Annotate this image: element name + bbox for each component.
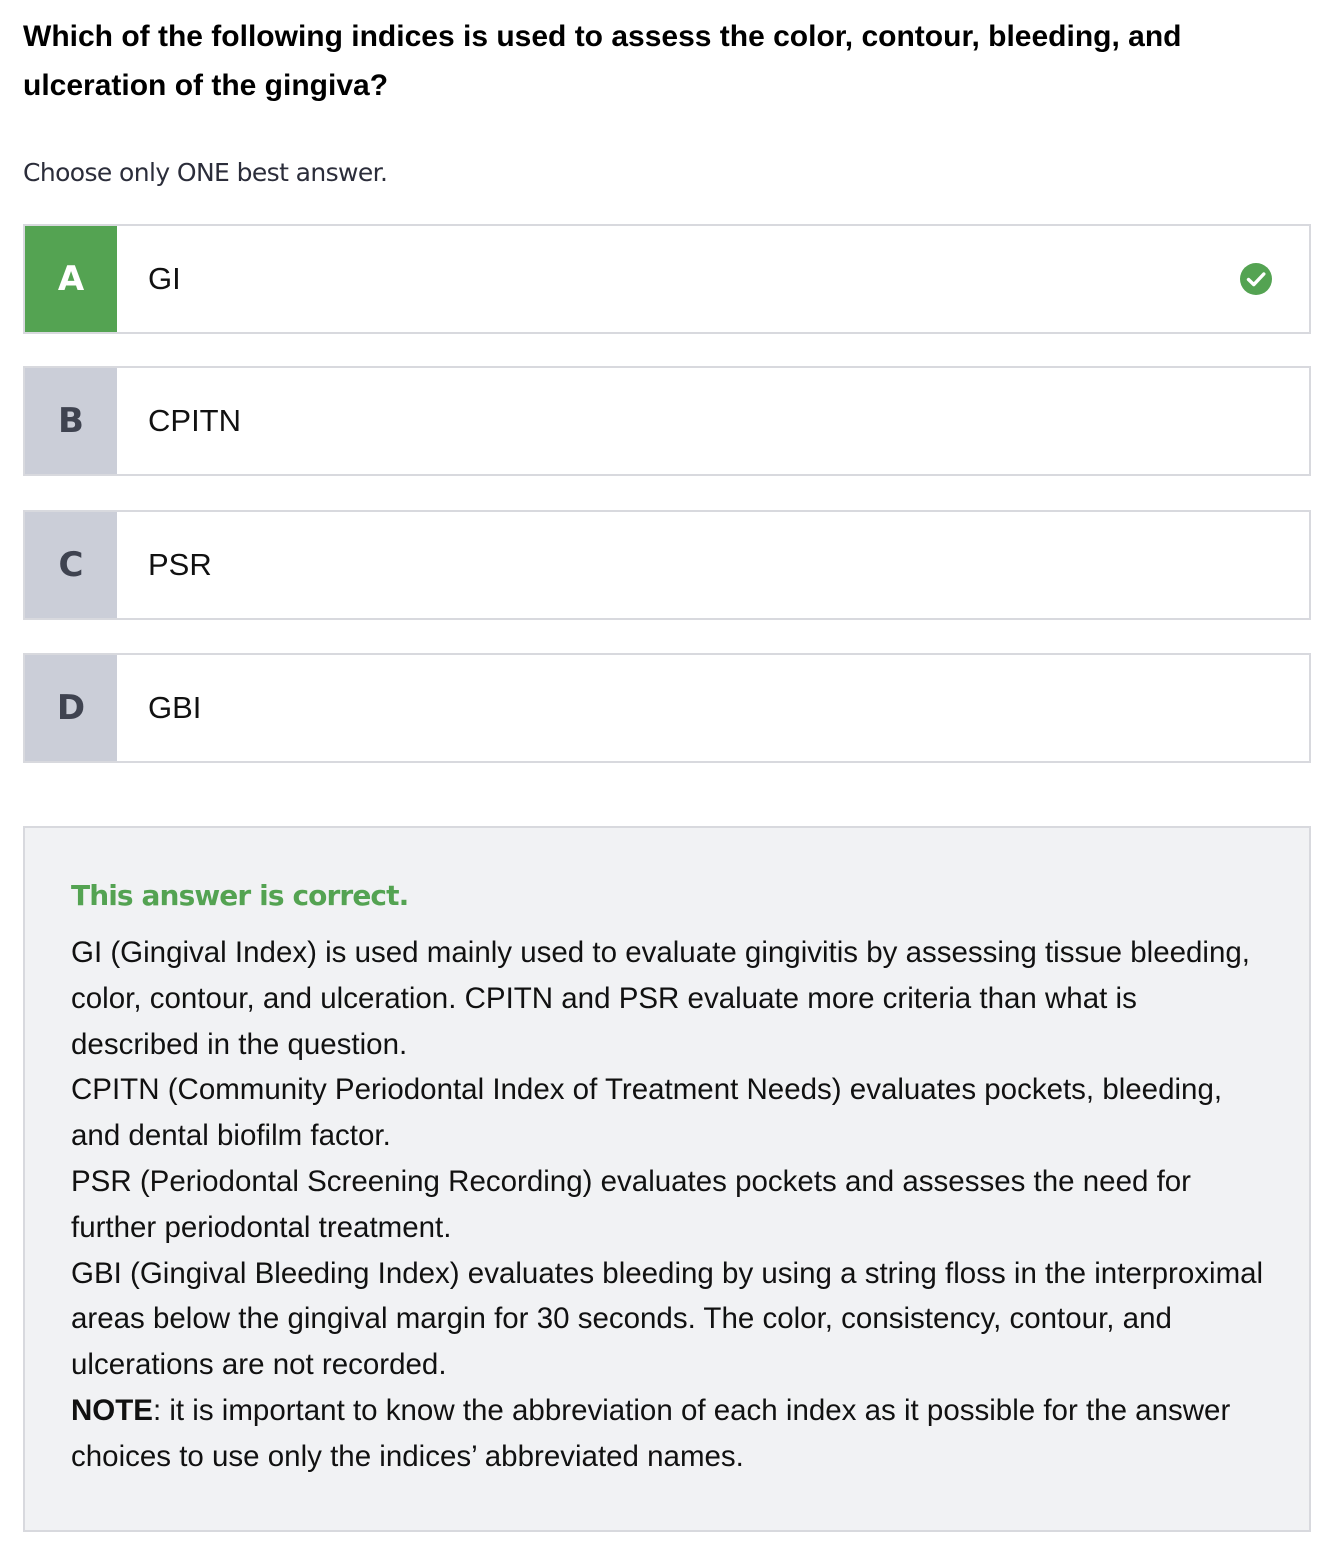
answer-option-c[interactable] (23, 510, 1311, 620)
explanation-gi: GI (Gingival Index) is used mainly used to evaluate gingivitis by assessing tissue bleeding, color, contour, and ulceration. CPITN and PSR evaluate more criteria than what is described in the question. (71, 936, 1250, 1061)
option-letter-a: A (25, 226, 117, 332)
note-text: : it is important to know the abbreviation of each index as it possible for the answer choices to use only the indices’ abbreviated names. (71, 1393, 1231, 1473)
option-label-a: GI (148, 261, 181, 296)
answer-option-b[interactable] (23, 366, 1311, 476)
option-letter-c: C (25, 512, 117, 618)
option-letter-d: D (25, 655, 117, 761)
feedback-panel (23, 826, 1311, 1532)
explanation-cpitn: CPITN (Community Periodontal Index of Treatment Needs) evaluates pockets, bleeding, and dental biofilm factor. (71, 1073, 1223, 1153)
option-label-c: PSR (148, 547, 212, 582)
feedback-title: This answer is correct. (71, 879, 409, 912)
explanation-gbi: GBI (Gingival Bleeding Index) evaluates bleeding by using a string floss in the interproximal areas below the gingival margin for 30 seconds. The color, consistency, contour, and ulcerations are not recorded. (71, 1256, 1264, 1382)
explanation-psr: PSR (Periodontal Screening Recording) evaluates pockets and assesses the need for further periodontal treatment. (71, 1164, 1192, 1244)
question-text: Which of the following indices is used to assess the color, contour, bleeding, and ulceration of the gingiva? (23, 20, 1182, 102)
answer-option-a[interactable] (23, 224, 1311, 334)
option-label-b: CPITN (148, 403, 241, 438)
instruction-text: Choose only ONE best answer. (23, 158, 388, 187)
explanation-note (71, 1388, 1264, 1480)
check-circle-icon (1239, 262, 1273, 296)
option-letter-b: B (25, 368, 117, 474)
option-label-d: GBI (148, 690, 202, 725)
note-label: NOTE (71, 1393, 153, 1427)
feedback-explanation (71, 930, 1264, 1480)
answer-option-d[interactable] (23, 653, 1311, 763)
